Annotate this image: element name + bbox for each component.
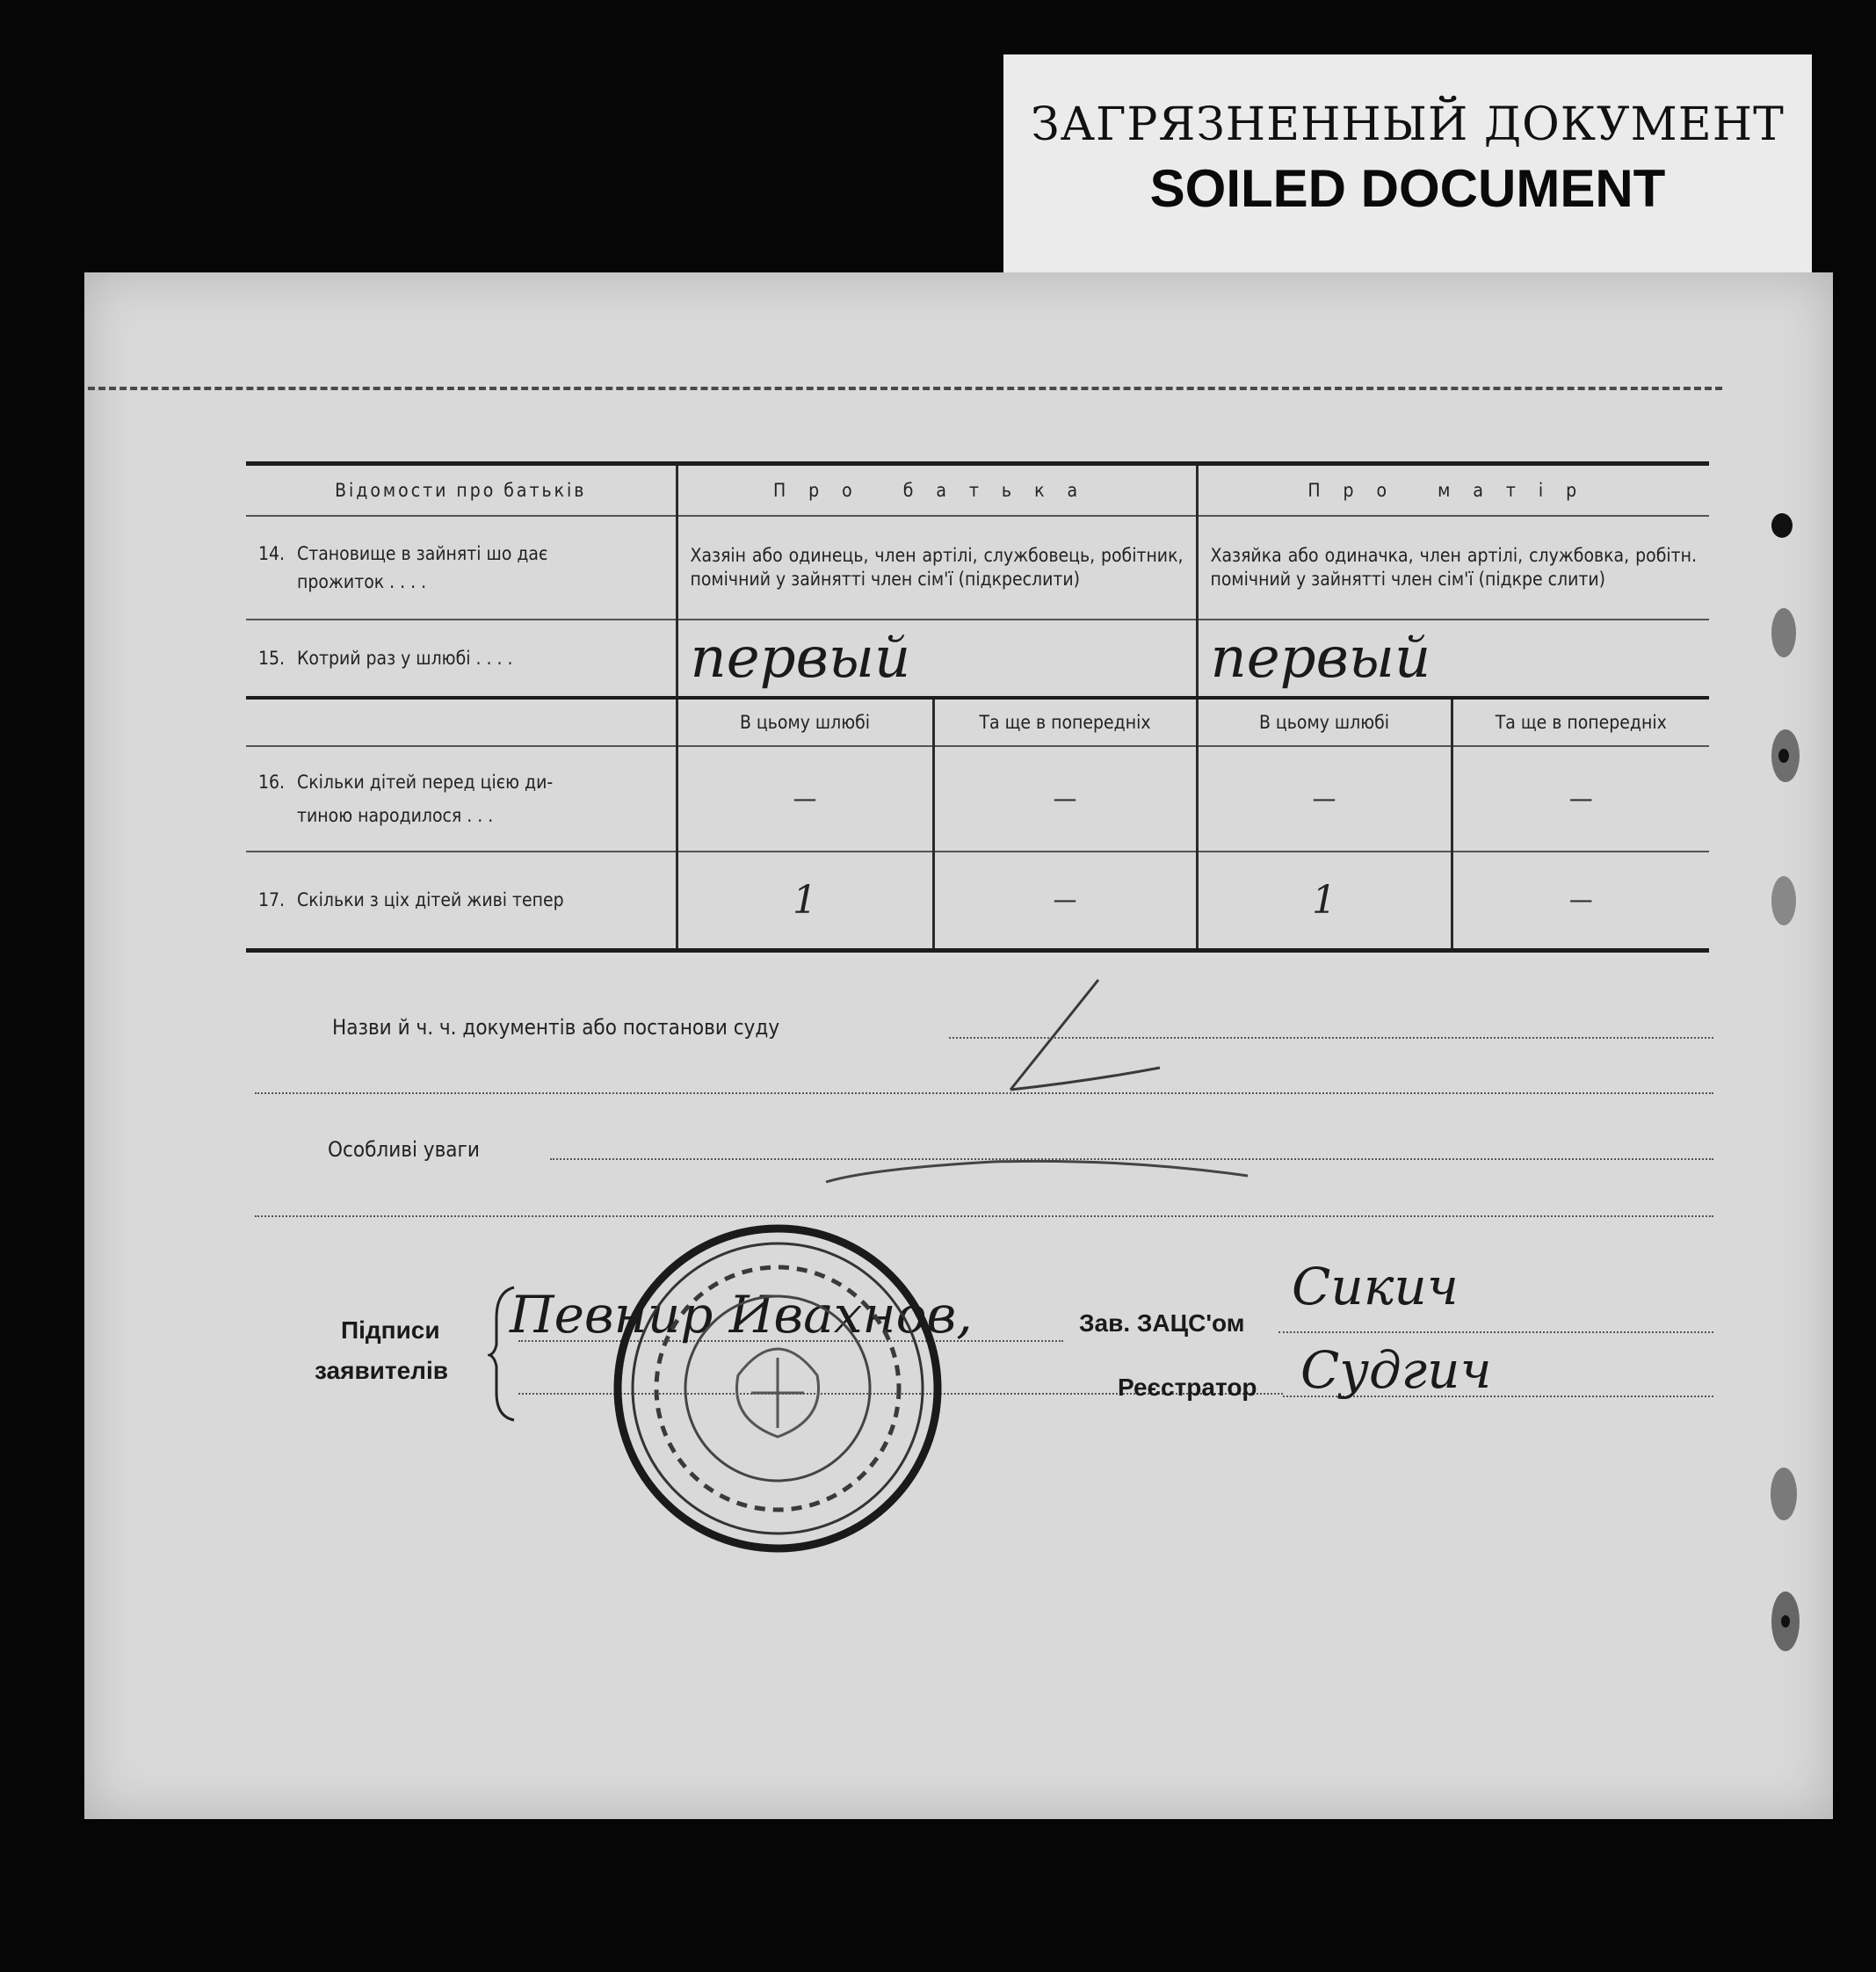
row-children-alive — [246, 852, 1709, 950]
row15-father-value: первый — [677, 620, 1197, 698]
documents-dash-mark — [958, 975, 1169, 1098]
row-children-born — [246, 746, 1709, 852]
subheader-mother-previous: Та ще в попередніх — [1452, 698, 1709, 746]
row17-father-previous: — — [933, 852, 1197, 950]
row16-number: 16. — [258, 772, 286, 793]
row15-label-text: Котрий раз у шлюбі . . . . — [297, 648, 513, 669]
row17-label-text: Скільки з ціх дітей живі тепер — [297, 889, 564, 911]
row17-label — [246, 852, 677, 950]
row17-father-this: 1 — [677, 852, 933, 950]
row16-label-line1: Скільки дітей перед цією ди- — [297, 772, 554, 793]
row14-label — [246, 516, 677, 620]
binding-holes — [1749, 492, 1819, 1705]
children-subheader-row — [246, 698, 1709, 746]
applicants-label-line1: Підписи — [341, 1316, 440, 1344]
parents-info-table — [246, 461, 1709, 953]
subheader-blank — [246, 698, 677, 746]
row14-mother-options: Хазяйка або одиначка, член артілі, службовка, робітн. помічний у зайнятті член сім'ї (підкре слити) — [1197, 516, 1709, 620]
notes-line-2 — [255, 1215, 1713, 1217]
row16-label — [246, 746, 677, 852]
registrar-signature: Судгич — [1300, 1340, 1492, 1400]
row15-label — [246, 620, 677, 698]
subheader-mother-this-marriage: В цьому шлюбі — [1197, 698, 1452, 746]
perforation-line — [88, 387, 1722, 390]
label-russian: ЗАГРЯЗНЕННЫЙ ДОКУМЕНТ — [1031, 98, 1785, 151]
head-signature: Сикич — [1292, 1257, 1459, 1316]
row16-label-line2: тиною народилося . . . — [297, 805, 494, 826]
table-header-row — [246, 464, 1709, 517]
notes-label: Особливі уваги — [328, 1137, 480, 1162]
soiled-document-label — [1003, 54, 1812, 309]
header-mother: Про матір — [1197, 464, 1709, 517]
row14-label-line1: Становище в зайняті шо дає — [297, 543, 548, 564]
head-signature-line — [1278, 1331, 1713, 1333]
subheader-father-this-marriage: В цьому шлюбі — [677, 698, 933, 746]
official-seal — [606, 1217, 949, 1560]
row17-number: 17. — [258, 889, 286, 911]
header-parents-info: Відомости про батьків — [246, 464, 677, 517]
applicants-label-line2: заявителів — [315, 1357, 448, 1384]
row14-number: 14. — [258, 543, 286, 564]
row16-mother-previous: — — [1452, 746, 1709, 852]
row15-number: 15. — [258, 648, 286, 669]
registrar-label: Реєстратор — [1118, 1374, 1257, 1401]
row17-mother-previous: — — [1452, 852, 1709, 950]
head-zags-label: Зав. ЗАЦС'ом — [1079, 1309, 1245, 1337]
subheader-father-previous: Та ще в попередніх — [933, 698, 1197, 746]
documents-label: Назви й ч. ч. документів або постанови суду — [332, 1015, 780, 1040]
notes-dash-mark — [817, 1142, 1257, 1195]
row-marriage-count — [246, 620, 1709, 698]
row16-mother-this: — — [1197, 746, 1452, 852]
applicant-signature: Певнир Ивахнов, — [510, 1285, 973, 1345]
label-english: SOILED DOCUMENT — [1149, 159, 1666, 218]
row17-mother-this: 1 — [1197, 852, 1452, 950]
row16-father-this: — — [677, 746, 933, 852]
row16-father-previous: — — [933, 746, 1197, 852]
row14-label-line2: прожиток . . . . — [297, 571, 427, 592]
header-father: Про батька — [677, 464, 1197, 517]
row15-mother-value: первый — [1197, 620, 1709, 698]
row14-father-options: Хазяін або одинець, член артілі, службовець, робітник, помічний у зайнятті член сім'ї (підкреслити) — [677, 516, 1197, 620]
row-occupation — [246, 516, 1709, 620]
